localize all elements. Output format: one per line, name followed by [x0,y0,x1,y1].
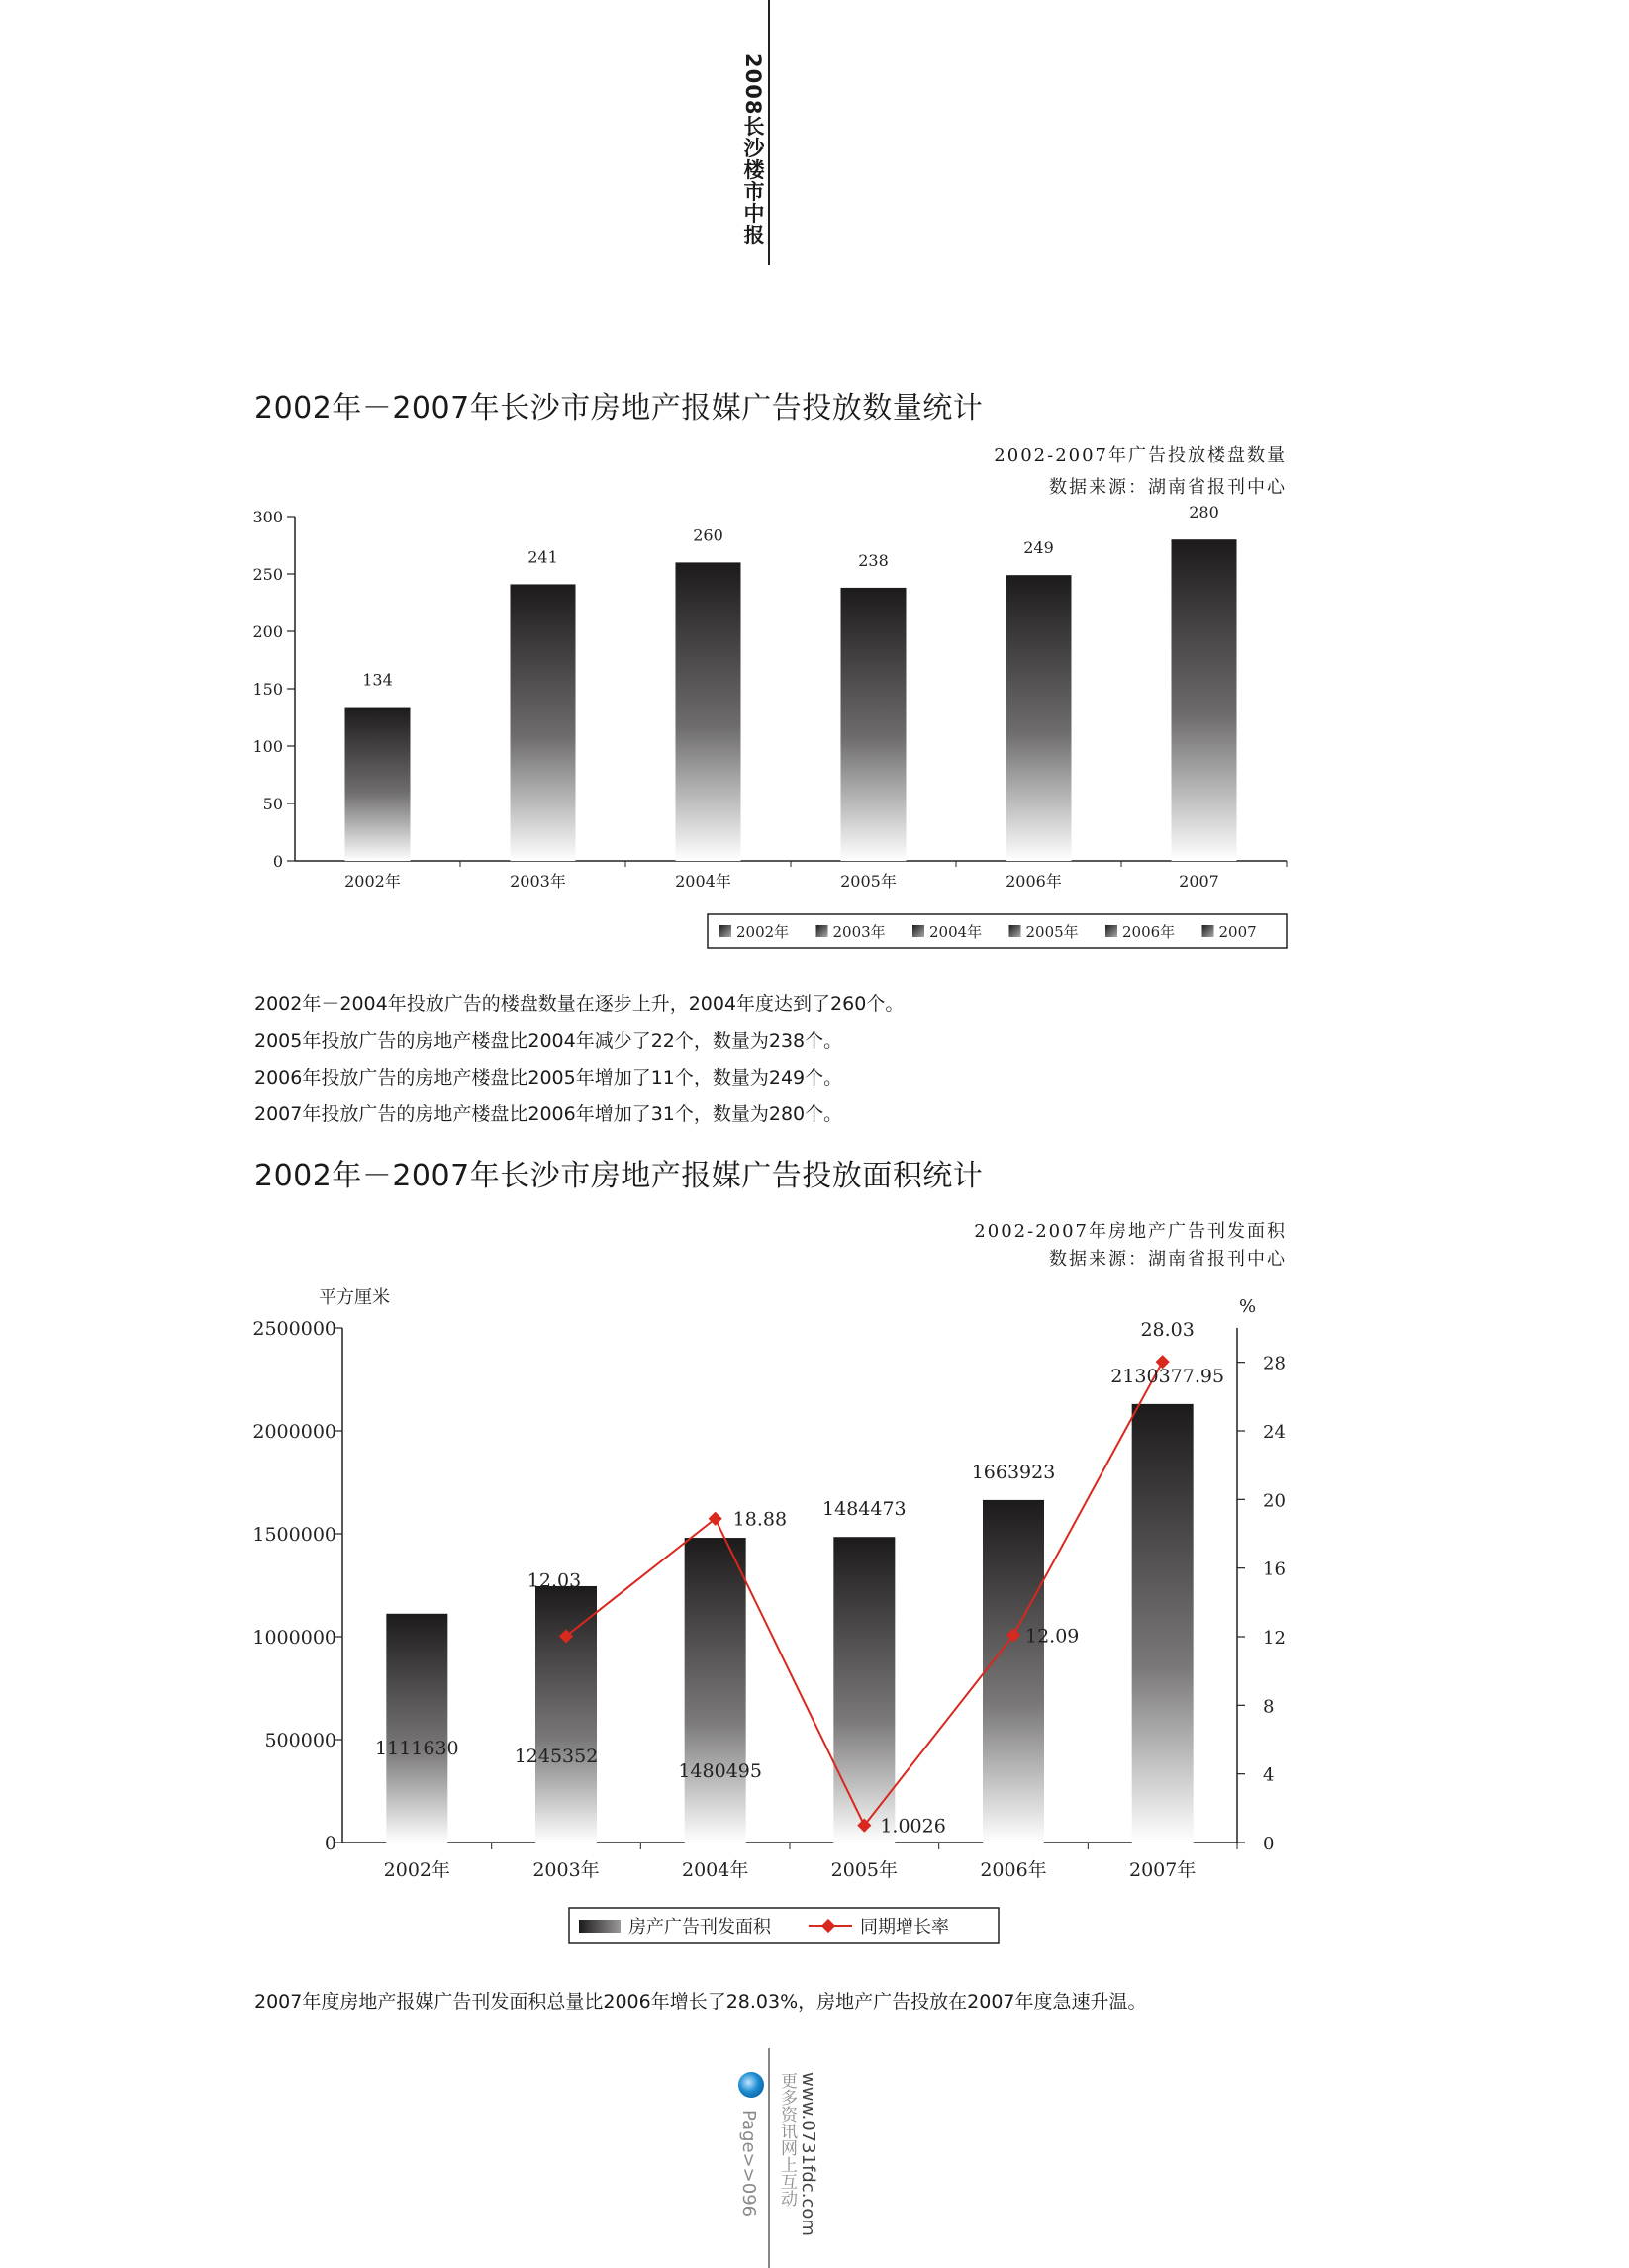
chart1-legend-label: 2003年 [832,923,886,941]
chart2-growth-value-label: 12.09 [1025,1625,1080,1648]
chart1-data-label: 241 [527,547,558,567]
chart1-y-tick-label: 50 [262,795,283,813]
chart2-x-tick-label: 2007年 [1128,1859,1197,1881]
footer-url[interactable]: www.0731fdc.com [798,2072,818,2236]
chart2-x-tick-label: 2004年 [681,1859,749,1881]
chart2-bar-value-label: 1245352 [514,1746,599,1767]
chart2-y2-tick-label: 0 [1263,1834,1275,1854]
chart2-bar-value-label: 1484473 [822,1498,907,1521]
chart2-growth-value-label: 12.03 [527,1569,582,1592]
chart2-x-tick-label: 2002年 [383,1859,451,1881]
footer-tagline: 更多资讯网上互动 [777,2072,797,2207]
section1-paragraph-4: 2007年投放广告的房地产楼盘比2006年增加了31个，数量为280个。 [254,1103,843,1125]
chart1-legend-label: 2006年 [1122,923,1176,941]
chart2-bar [685,1538,746,1843]
chart2-y-tick-label: 2500000 [252,1318,336,1340]
chart1-data-label: 134 [362,670,393,690]
chart1-x-tick-label: 2002年 [344,872,401,891]
chart2-bar-value-label: 2130377.95 [1110,1365,1225,1387]
chart1-y-tick-label: 150 [252,680,283,699]
chart1-legend-label: 2004年 [929,923,983,941]
chart1-data-label: 260 [693,525,723,545]
chart2-legend-label: 同期增长率 [860,1917,949,1937]
chart1-data-label: 238 [858,550,889,570]
chart1-y-tick-label: 200 [252,622,283,641]
chart2-growth-value-label: 28.03 [1140,1319,1195,1342]
chart2-bar [386,1614,447,1843]
section1-title: 2002年－2007年长沙市房地产报媒广告投放数量统计 [254,391,984,425]
chart1-x-tick-label: 2005年 [840,872,897,891]
chart1-y-tick-label: 0 [272,852,283,871]
chart1-legend-label: 2007 [1218,923,1257,941]
chart2-y-axis-title: 平方厘米 [319,1287,390,1308]
chart1-y-tick-label: 100 [252,737,283,756]
chart2-bar [1132,1404,1194,1843]
chart1-subtitle: 2002-2007年广告投放楼盘数量 [994,445,1287,466]
chart2-y-tick-label: 2000000 [252,1421,336,1443]
chart2-y2-axis-title: % [1239,1296,1257,1317]
chart2-bar [535,1586,597,1843]
chart1-data-label: 280 [1189,503,1219,522]
chart1-x-tick-label: 2006年 [1006,872,1062,891]
chart2-bar [983,1500,1044,1843]
chart1-legend-label: 2005年 [1025,923,1079,941]
chart2-y2-tick-label: 24 [1263,1422,1286,1443]
chart2-y2-tick-label: 8 [1263,1696,1275,1718]
chart2-x-tick-label: 2006年 [980,1859,1047,1881]
chart2-y2-tick-label: 16 [1263,1559,1286,1580]
chart1-y-tick-label: 300 [252,508,283,526]
chart2-y-tick-label: 500000 [264,1730,336,1751]
footer-rule [768,2048,770,2268]
chart2-y2-tick-label: 4 [1263,1764,1275,1786]
chart2-bar-value-label: 1480495 [678,1760,762,1782]
chart1-x-tick-label: 2003年 [510,872,566,891]
globe-icon [738,2072,764,2098]
chart2-legend-bar-swatch [579,1920,621,1933]
chart2-subtitle: 2002-2007年房地产广告刊发面积 [974,1221,1287,1242]
chart1-x-tick-label: 2004年 [675,872,731,891]
chart2-source: 数据来源：湖南省报刊中心 [1049,1249,1287,1270]
chart2-y-tick-label: 1000000 [252,1627,336,1649]
chart2-y2-tick-label: 28 [1263,1353,1286,1374]
chart1-legend-label: 2002年 [736,923,790,941]
header-vertical-title: 2008长沙楼市中报 [741,53,765,246]
page-number: Page>>096 [738,2110,759,2218]
chart2-growth-value-label: 18.88 [732,1508,788,1531]
chart2-x-tick-label: 2005年 [830,1859,899,1881]
chart2-y2-tick-label: 20 [1263,1490,1286,1512]
chart1-y-tick-label: 250 [252,565,283,584]
chart1-data-label: 249 [1023,538,1054,558]
chart2-y-tick-label: 0 [324,1833,336,1854]
chart2-bar-value-label: 1111630 [375,1738,459,1759]
chart2-bar-value-label: 1663923 [971,1461,1056,1483]
chart2-y-tick-label: 1500000 [252,1524,336,1546]
chart1-source: 数据来源：湖南省报刊中心 [1049,477,1287,498]
chart2-y2-tick-label: 12 [1263,1628,1286,1649]
chart2-legend-label: 房产广告刊发面积 [628,1917,771,1937]
chart1-x-tick-label: 2007 [1179,872,1219,891]
section1-paragraph-3: 2006年投放广告的房地产楼盘比2005年增加了11个，数量为249个。 [254,1067,843,1088]
section1-paragraph-1: 2002年－2004年投放广告的楼盘数量在逐步上升，2004年度达到了260个。 [254,993,905,1015]
chart2-growth-value-label: 1.0026 [880,1815,946,1838]
section1-paragraph-2: 2005年投放广告的房地产楼盘比2004年减少了22个，数量为238个。 [254,1030,843,1052]
section2-title: 2002年－2007年长沙市房地产报媒广告投放面积统计 [254,1159,984,1193]
section2-paragraph: 2007年度房地产报媒广告刊发面积总量比2006年增长了28.03%，房地产广告投放在2007年度急速升温。 [254,1991,1147,2013]
chart2-x-tick-label: 2003年 [532,1859,600,1881]
